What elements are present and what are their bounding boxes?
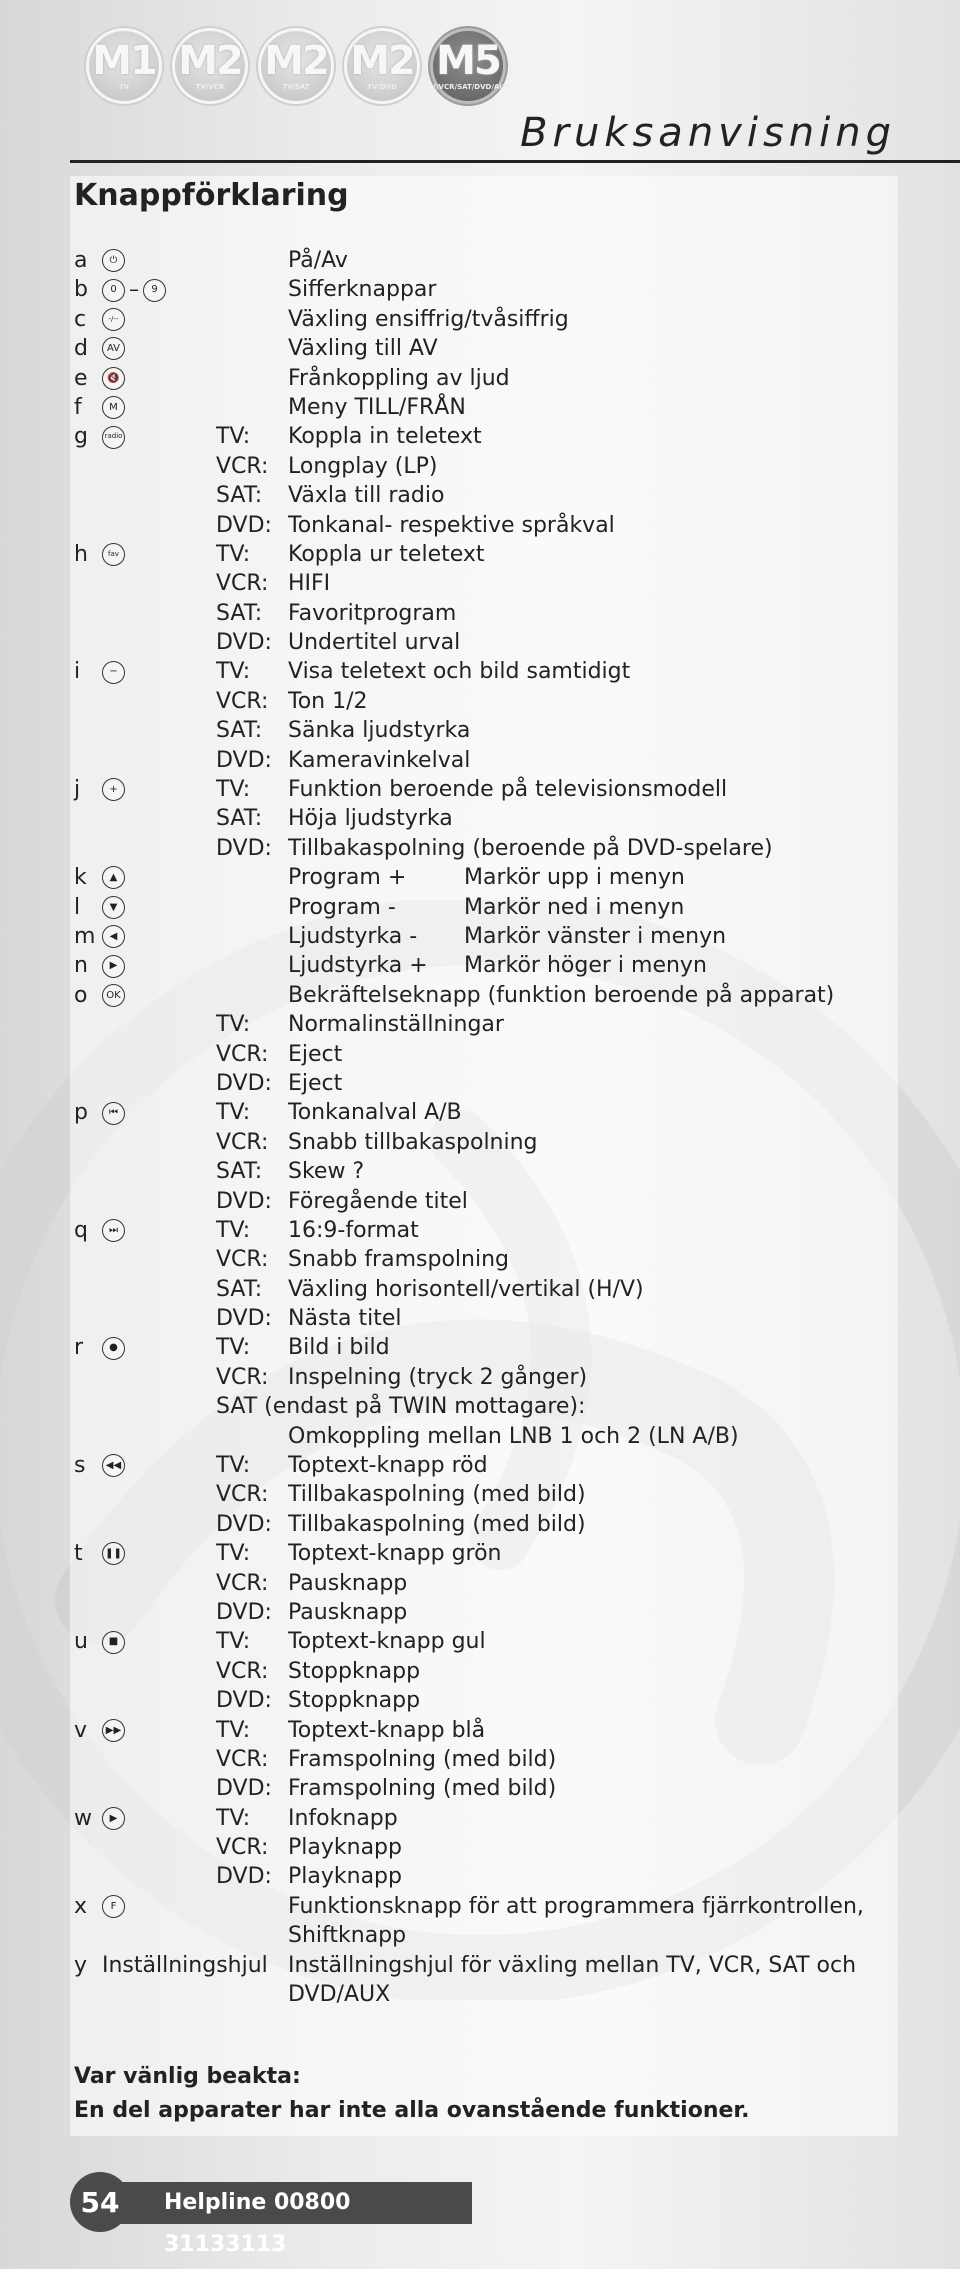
table-row bbox=[74, 922, 904, 951]
table-row bbox=[74, 305, 904, 334]
button-icon bbox=[102, 540, 125, 569]
table-row bbox=[74, 1569, 904, 1598]
row-letter: l bbox=[74, 894, 81, 920]
device-label: DVD: bbox=[216, 1511, 272, 1537]
model-badge bbox=[172, 28, 248, 104]
row-letter: d bbox=[74, 336, 88, 362]
table-row bbox=[74, 716, 904, 745]
button-icon bbox=[102, 1333, 125, 1362]
header-divider bbox=[70, 160, 960, 163]
table-row bbox=[74, 1833, 904, 1862]
device-label: DVD: bbox=[216, 1070, 272, 1096]
table-row bbox=[74, 951, 904, 980]
row-description: Toptext-knapp grön bbox=[288, 1541, 502, 1567]
button-icon bbox=[102, 951, 125, 980]
row-description: Bekräftelseknapp (funktion beroende på apparat) bbox=[288, 982, 835, 1008]
remote-button-icon: AV bbox=[102, 337, 125, 360]
row-description: Skew ? bbox=[288, 1159, 365, 1185]
remote-button-icon: ▶▶ bbox=[102, 1719, 125, 1742]
row-description: Koppla in teletext bbox=[288, 424, 482, 450]
remote-button-icon: ◀◀ bbox=[102, 1454, 125, 1477]
table-row bbox=[74, 511, 904, 540]
row-description: Playknapp bbox=[288, 1864, 402, 1890]
table-row bbox=[74, 246, 904, 275]
remote-button-icon: 9 bbox=[143, 279, 166, 302]
device-label: TV: bbox=[216, 1717, 251, 1743]
row-description: Bild i bild bbox=[288, 1335, 390, 1361]
table-row bbox=[74, 1892, 904, 1921]
button-icon bbox=[102, 922, 125, 951]
button-icon bbox=[102, 275, 166, 304]
device-label: DVD: bbox=[216, 835, 272, 861]
device-label: TV: bbox=[216, 541, 251, 567]
device-label: VCR: bbox=[216, 1835, 269, 1861]
row-description: Shiftknapp bbox=[288, 1923, 407, 1949]
row-description: Sänka ljudstyrka bbox=[288, 718, 471, 744]
table-row bbox=[74, 1657, 904, 1686]
remote-button-icon: ▶ bbox=[102, 1807, 125, 1830]
row-menu-description: Markör ned i menyn bbox=[464, 894, 685, 920]
row-description: Eject bbox=[288, 1070, 343, 1096]
device-label: DVD: bbox=[216, 1599, 272, 1625]
row-description: Funktion beroende på televisionsmodell bbox=[288, 777, 728, 803]
model-badge-sub: TV/SAT bbox=[282, 83, 310, 91]
table-row bbox=[74, 1245, 904, 1274]
section-title: Knappförklaring bbox=[74, 178, 349, 213]
model-badge bbox=[425, 28, 511, 104]
row-description: Framspolning (med bild) bbox=[288, 1776, 557, 1802]
button-icon bbox=[102, 364, 125, 393]
note-heading: Var vänlig beakta: bbox=[74, 2064, 301, 2089]
device-label: DVD: bbox=[216, 1306, 272, 1332]
device-label: VCR: bbox=[216, 688, 269, 714]
table-row bbox=[74, 1598, 904, 1627]
row-letter: b bbox=[74, 277, 88, 303]
device-label: SAT: bbox=[216, 600, 263, 626]
row-description: Nästa titel bbox=[288, 1306, 402, 1332]
remote-button-icon: ▶ bbox=[102, 955, 125, 978]
device-label: DVD: bbox=[216, 1188, 272, 1214]
model-badge-sub: TV/DVD bbox=[367, 83, 397, 91]
table-row bbox=[74, 863, 904, 892]
remote-button-icon: ⏮ bbox=[102, 1102, 125, 1125]
remote-button-icon: ❚❚ bbox=[102, 1542, 125, 1565]
table-row bbox=[74, 746, 904, 775]
device-label: SAT (endast på TWIN mottagare): bbox=[216, 1394, 586, 1420]
row-description: Koppla ur teletext bbox=[288, 541, 485, 567]
row-description: Snabb tillbakaspolning bbox=[288, 1129, 538, 1155]
table-row bbox=[74, 1333, 904, 1362]
table-row bbox=[74, 1451, 904, 1480]
row-description: Tonkanalval A/B bbox=[288, 1100, 462, 1126]
table-row bbox=[74, 275, 904, 304]
table-row bbox=[74, 1422, 904, 1451]
table-row bbox=[74, 687, 904, 716]
row-description: Höja ljudstyrka bbox=[288, 806, 453, 832]
model-badge-label: M2 bbox=[350, 38, 414, 84]
model-badge bbox=[86, 28, 162, 104]
remote-button-icon: + bbox=[102, 778, 125, 801]
device-label: TV: bbox=[216, 1335, 251, 1361]
button-icon bbox=[102, 1716, 125, 1745]
table-row bbox=[74, 1980, 904, 2009]
remote-button-icon: ▼ bbox=[102, 896, 125, 919]
row-letter: q bbox=[74, 1217, 88, 1243]
table-row bbox=[74, 1216, 904, 1245]
remote-button-icon: radio bbox=[102, 426, 125, 449]
row-menu-description: Markör vänster i menyn bbox=[464, 923, 727, 949]
remote-button-icon: -/-- bbox=[102, 308, 125, 331]
row-description: Playknapp bbox=[288, 1835, 402, 1861]
button-icon bbox=[102, 1627, 125, 1656]
row-description: Undertitel urval bbox=[288, 630, 461, 656]
row-description: Funktionsknapp för att programmera fjärrkontrollen, bbox=[288, 1893, 864, 1919]
table-row bbox=[74, 1951, 904, 1980]
row-description: På/Av bbox=[288, 248, 348, 273]
table-row bbox=[74, 775, 904, 804]
row-letter: x bbox=[74, 1893, 88, 1919]
row-description: Inspelning (tryck 2 gånger) bbox=[288, 1364, 588, 1390]
row-letter: v bbox=[74, 1717, 88, 1743]
device-label: TV: bbox=[216, 424, 251, 450]
button-icon bbox=[102, 246, 125, 275]
row-description: Ljudstyrka + bbox=[288, 953, 428, 979]
row-description: Normalinställningar bbox=[288, 1012, 504, 1038]
table-row bbox=[74, 657, 904, 686]
row-letter: m bbox=[74, 923, 96, 949]
page-header-title: Bruksanvisning bbox=[520, 110, 896, 156]
row-letter: f bbox=[74, 394, 82, 420]
row-letter: n bbox=[74, 953, 88, 979]
button-icon bbox=[102, 893, 125, 922]
model-badge-sub: TV/VCR/SAT/DVD/AUX bbox=[425, 83, 511, 91]
row-description: Kameravinkelval bbox=[288, 747, 471, 773]
row-description: Toptext-knapp gul bbox=[288, 1629, 486, 1655]
device-label: VCR: bbox=[216, 1041, 269, 1067]
row-letter: g bbox=[74, 424, 88, 450]
table-row bbox=[74, 334, 904, 363]
row-description: Omkoppling mellan LNB 1 och 2 (LN A/B) bbox=[288, 1423, 739, 1449]
button-icon bbox=[102, 1216, 125, 1245]
row-description: Visa teletext och bild samtidigt bbox=[288, 659, 631, 685]
table-row bbox=[74, 393, 904, 422]
device-label: VCR: bbox=[216, 1746, 269, 1772]
table-row bbox=[74, 1363, 904, 1392]
table-row bbox=[74, 1069, 904, 1098]
row-description: Tillbakaspolning (med bild) bbox=[288, 1511, 586, 1537]
row-letter: k bbox=[74, 865, 87, 891]
row-description: Stoppknapp bbox=[288, 1688, 421, 1714]
table-row bbox=[74, 1187, 904, 1216]
button-table bbox=[74, 246, 904, 2009]
row-description: Växling till AV bbox=[288, 336, 438, 362]
button-icon bbox=[102, 422, 125, 451]
table-row bbox=[74, 1128, 904, 1157]
row-description: Tillbakaspolning (beroende på DVD-spelare) bbox=[288, 835, 773, 861]
row-description: Frånkoppling av ljud bbox=[288, 365, 510, 391]
table-row bbox=[74, 452, 904, 481]
table-row bbox=[74, 1480, 904, 1509]
button-icon bbox=[102, 393, 125, 422]
device-label: TV: bbox=[216, 1541, 251, 1567]
model-badge bbox=[344, 28, 420, 104]
table-row bbox=[74, 1098, 904, 1127]
row-letter: e bbox=[74, 365, 88, 391]
row-description: Program + bbox=[288, 865, 407, 891]
button-icon bbox=[102, 981, 125, 1010]
table-row bbox=[74, 1921, 904, 1950]
device-label: TV: bbox=[216, 1217, 251, 1243]
device-label: TV: bbox=[216, 1805, 251, 1831]
table-row bbox=[74, 1392, 904, 1421]
row-description: Meny TILL/FRÅN bbox=[288, 394, 466, 420]
device-label: VCR: bbox=[216, 1658, 269, 1684]
device-label: TV: bbox=[216, 1100, 251, 1126]
row-letter: o bbox=[74, 982, 88, 1008]
device-label: VCR: bbox=[216, 1570, 269, 1596]
row-description: Pausknapp bbox=[288, 1599, 408, 1625]
model-badge-label: M2 bbox=[264, 38, 328, 84]
device-label: VCR: bbox=[216, 1364, 269, 1390]
table-row bbox=[74, 422, 904, 451]
device-label: DVD: bbox=[216, 1688, 272, 1714]
table-row bbox=[74, 1010, 904, 1039]
table-row bbox=[74, 1745, 904, 1774]
row-menu-description: Markör höger i menyn bbox=[464, 953, 707, 979]
table-row bbox=[74, 1686, 904, 1715]
row-label: Inställningshjul bbox=[102, 1952, 268, 1978]
row-description: Växla till radio bbox=[288, 483, 445, 509]
row-letter: h bbox=[74, 541, 88, 567]
model-badges bbox=[86, 28, 511, 104]
row-menu-description: Markör upp i menyn bbox=[464, 865, 685, 891]
device-label: TV: bbox=[216, 777, 251, 803]
remote-button-icon: ⏻ bbox=[102, 249, 125, 272]
device-label: TV: bbox=[216, 1453, 251, 1479]
model-badge-label: M2 bbox=[178, 38, 242, 84]
device-label: DVD: bbox=[216, 1776, 272, 1802]
device-label: DVD: bbox=[216, 630, 272, 656]
device-label: VCR: bbox=[216, 1247, 269, 1273]
remote-button-icon: ■ bbox=[102, 1631, 125, 1654]
row-description: Favoritprogram bbox=[288, 600, 457, 626]
device-label: VCR: bbox=[216, 1482, 269, 1508]
row-description: Stoppknapp bbox=[288, 1658, 421, 1684]
model-badge bbox=[258, 28, 334, 104]
remote-button-icon: M bbox=[102, 396, 125, 419]
remote-button-icon: ▲ bbox=[102, 866, 125, 889]
note bbox=[74, 2060, 749, 2128]
row-letter: a bbox=[74, 248, 88, 273]
remote-button-icon: F bbox=[102, 1895, 125, 1918]
row-description: Eject bbox=[288, 1041, 343, 1067]
table-row bbox=[74, 599, 904, 628]
device-label: DVD: bbox=[216, 747, 272, 773]
remote-button-icon: fav bbox=[102, 543, 125, 566]
table-row bbox=[74, 540, 904, 569]
table-row bbox=[74, 804, 904, 833]
table-row bbox=[74, 1774, 904, 1803]
row-letter: s bbox=[74, 1453, 86, 1479]
button-icon bbox=[102, 1098, 125, 1127]
row-letter: i bbox=[74, 659, 81, 685]
row-description: Pausknapp bbox=[288, 1570, 408, 1596]
remote-button-icon: ◀ bbox=[102, 925, 125, 948]
row-letter: y bbox=[74, 1952, 88, 1978]
row-description: Föregående titel bbox=[288, 1188, 468, 1214]
row-description: Framspolning (med bild) bbox=[288, 1746, 557, 1772]
table-row bbox=[74, 981, 904, 1010]
remote-button-icon: − bbox=[102, 661, 125, 684]
table-row bbox=[74, 481, 904, 510]
remote-button-icon: ⏭ bbox=[102, 1219, 125, 1242]
table-row bbox=[74, 1862, 904, 1891]
row-letter: t bbox=[74, 1541, 83, 1567]
table-row bbox=[74, 1716, 904, 1745]
remote-button-icon: ● bbox=[102, 1337, 125, 1360]
table-row bbox=[74, 1510, 904, 1539]
helpline-bar: Helpline 00800 31133113 bbox=[120, 2182, 472, 2224]
device-label: SAT: bbox=[216, 483, 263, 509]
button-icon bbox=[102, 863, 125, 892]
row-description: Ton 1/2 bbox=[288, 688, 368, 714]
device-label: SAT: bbox=[216, 1276, 263, 1302]
device-label: DVD: bbox=[216, 512, 272, 538]
model-badge-sub: TV/VCR bbox=[195, 83, 225, 91]
row-description: Tonkanal- respektive språkval bbox=[288, 512, 615, 538]
button-icon bbox=[102, 305, 125, 334]
note-text: En del apparater har inte alla ovanstående funktioner. bbox=[74, 2098, 750, 2123]
table-row bbox=[74, 1157, 904, 1186]
range-separator: – bbox=[129, 277, 139, 302]
row-description: Toptext-knapp röd bbox=[288, 1453, 488, 1479]
model-badge-label: M1 bbox=[92, 38, 156, 84]
device-label: TV: bbox=[216, 1012, 251, 1038]
row-letter: r bbox=[74, 1335, 84, 1361]
table-row bbox=[74, 1627, 904, 1656]
table-row bbox=[74, 1275, 904, 1304]
page-number: 54 bbox=[70, 2172, 130, 2232]
device-label: VCR: bbox=[216, 1129, 269, 1155]
device-label: VCR: bbox=[216, 571, 269, 597]
row-description: Ljudstyrka - bbox=[288, 923, 418, 949]
device-label: SAT: bbox=[216, 718, 263, 744]
model-badge-sub: TV bbox=[118, 83, 130, 91]
row-description: Växling ensiffrig/tvåsiffrig bbox=[288, 306, 569, 332]
row-description: HIFI bbox=[288, 571, 331, 597]
table-row bbox=[74, 1539, 904, 1568]
table-row bbox=[74, 628, 904, 657]
table-row bbox=[74, 364, 904, 393]
button-icon bbox=[102, 775, 125, 804]
row-description: Inställningshjul för växling mellan TV, VCR, SAT och bbox=[288, 1952, 857, 1978]
remote-button-icon: 0 bbox=[102, 279, 125, 302]
device-label: TV: bbox=[216, 659, 251, 685]
button-icon bbox=[102, 1451, 125, 1480]
table-row bbox=[74, 893, 904, 922]
model-badge-label: M5 bbox=[436, 38, 500, 84]
button-icon bbox=[102, 1539, 125, 1568]
button-icon bbox=[102, 1892, 125, 1921]
row-description: Toptext-knapp blå bbox=[288, 1717, 486, 1743]
device-label: TV: bbox=[216, 1629, 251, 1655]
row-description: Tillbakaspolning (med bild) bbox=[288, 1482, 586, 1508]
row-letter: w bbox=[74, 1805, 92, 1831]
table-row bbox=[74, 1040, 904, 1069]
row-description: 16:9-format bbox=[288, 1217, 419, 1243]
device-label: DVD: bbox=[216, 1864, 272, 1890]
row-description: Infoknapp bbox=[288, 1805, 398, 1831]
row-letter: j bbox=[74, 777, 81, 803]
row-letter: c bbox=[74, 306, 87, 332]
row-description: Sifferknappar bbox=[288, 277, 437, 303]
row-letter: p bbox=[74, 1100, 88, 1126]
table-row bbox=[74, 1804, 904, 1833]
row-description: Snabb framspolning bbox=[288, 1247, 509, 1273]
device-label: SAT: bbox=[216, 1159, 263, 1185]
device-label: VCR: bbox=[216, 453, 269, 479]
device-label: SAT: bbox=[216, 806, 263, 832]
button-icon bbox=[102, 334, 125, 363]
remote-button-icon: OK bbox=[102, 984, 125, 1007]
remote-button-icon: 🔇 bbox=[102, 367, 125, 390]
table-row bbox=[74, 834, 904, 863]
row-description: DVD/AUX bbox=[288, 1982, 391, 2008]
button-icon bbox=[102, 1804, 125, 1833]
button-icon bbox=[102, 657, 125, 686]
table-row bbox=[74, 1304, 904, 1333]
row-letter: u bbox=[74, 1629, 88, 1655]
row-description: Växling horisontell/vertikal (H/V) bbox=[288, 1276, 644, 1302]
row-description: Program - bbox=[288, 894, 396, 920]
row-description: Longplay (LP) bbox=[288, 453, 438, 479]
table-row bbox=[74, 569, 904, 598]
